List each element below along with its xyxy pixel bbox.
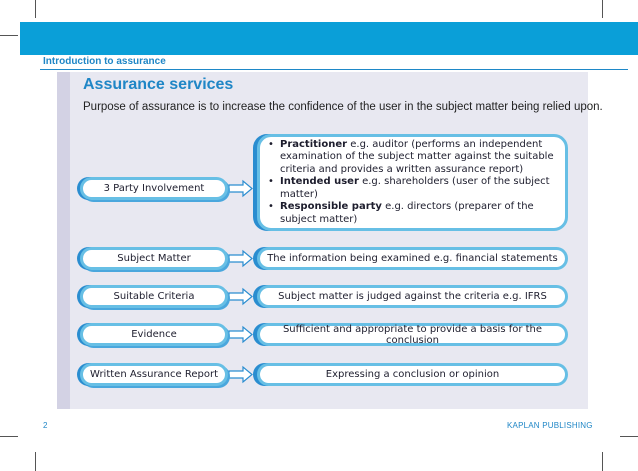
page-title: Assurance services	[83, 76, 234, 93]
box-label: Evidence	[131, 329, 177, 340]
box-text: The information being examined e.g. financial statements	[267, 253, 558, 264]
box-subject-matter	[80, 247, 228, 270]
box-criteria-desc	[257, 285, 568, 308]
party-item	[266, 176, 565, 201]
party-term: Responsible party	[280, 201, 382, 213]
box-report-desc	[257, 363, 568, 386]
party-item	[266, 139, 565, 177]
box-three-party	[80, 177, 228, 200]
party-term: Intended user	[280, 176, 359, 188]
party-desc: e.g. auditor (performs an independent examination of the subject matter against the suitable criteria and provides a written assurance report)	[280, 138, 554, 175]
party-item	[266, 201, 565, 226]
arrow-report	[229, 367, 252, 382]
party-desc: e.g. shareholders (user of the subject matter)	[280, 176, 550, 200]
parties-list	[266, 139, 565, 227]
box-label: Written Assurance Report	[90, 369, 218, 380]
box-label: Suitable Criteria	[113, 291, 195, 302]
box-text: Expressing a conclusion or opinion	[325, 369, 500, 380]
page-number: 2	[43, 421, 48, 430]
parties-box	[257, 134, 568, 231]
box-suitable-criteria	[80, 285, 228, 308]
purpose-statement: Purpose of assurance is to increase the confidence of the user in the subject matter being relied upon.	[83, 101, 603, 113]
box-written-report	[80, 363, 228, 386]
box-text: Subject matter is judged against the criteria e.g. IFRS	[278, 291, 547, 302]
box-evidence	[80, 323, 228, 346]
arrow-evidence	[229, 327, 252, 342]
arrow-party	[229, 181, 252, 196]
box-text: Sufficient and appropriate to provide a basis for the conclusion	[282, 323, 543, 346]
publisher-name: KAPLAN PUBLISHING	[507, 421, 593, 430]
box-subject-desc	[257, 247, 568, 270]
box-label: Subject Matter	[117, 253, 191, 264]
arrow-criteria	[229, 289, 252, 304]
box-evidence-desc	[257, 323, 568, 346]
running-header: Introduction to assurance	[43, 56, 166, 67]
party-desc: e.g. directors (preparer of the subject matter)	[280, 201, 534, 225]
box-label: 3 Party Involvement	[103, 183, 205, 194]
party-term: Practitioner	[280, 138, 348, 150]
arrow-subject	[229, 251, 252, 266]
